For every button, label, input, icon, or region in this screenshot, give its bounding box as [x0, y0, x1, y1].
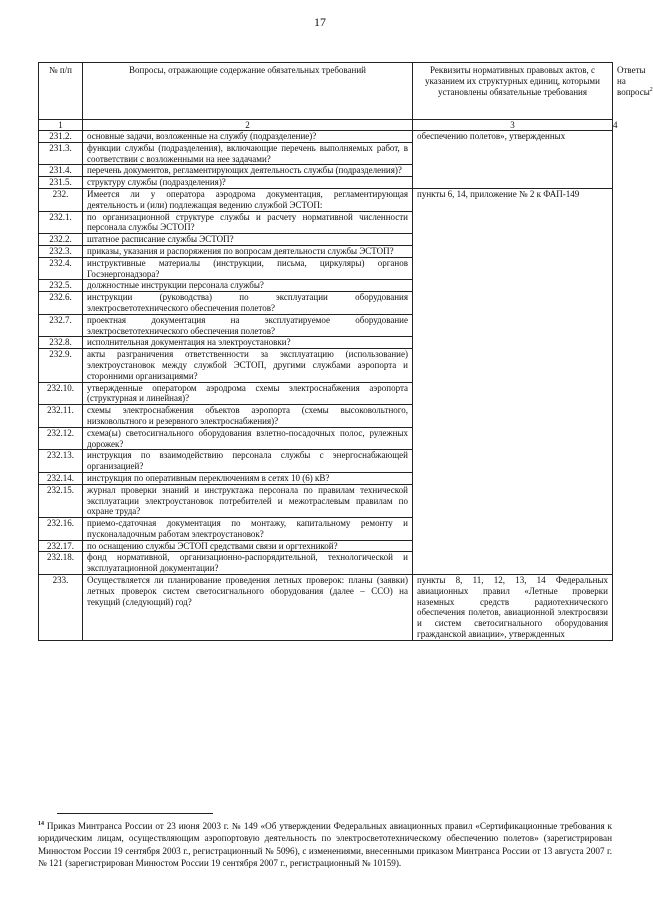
row-number: 232.12.: [39, 427, 83, 450]
row-question: инструктивные материалы (инструкции, письма, циркуляры) органов Госэнергонадзора?: [83, 257, 413, 280]
row-requisites: [413, 575, 613, 641]
row-number: 232.: [39, 188, 83, 211]
requirements-table: [38, 62, 653, 641]
header-answers-sup: 2: [649, 87, 653, 93]
row-number: 232.6.: [39, 292, 83, 315]
row-question: акты разграничения ответственности за эксплуатацию (использование) электроустановок между службой ЭСТОП, другими службами аэропорта и сторонними организациями?: [83, 349, 413, 382]
row-number: 232.15.: [39, 484, 83, 517]
row-question: исполнительная документация на электроустановки?: [83, 337, 413, 349]
table-row: [39, 575, 613, 641]
page-number: 17: [314, 15, 326, 29]
row-requisites: [413, 188, 613, 574]
row-number: 232.11.: [39, 405, 83, 428]
row-question: инструкция по оперативным переключениям в сетях 10 (6) кВ?: [83, 472, 413, 484]
row-question: Осуществляется ли планирование проведения летных проверок: планы (заявки) летных проверок систем светосигнального оборудования (далее – ССО) на текущий (следующий) год?: [83, 575, 413, 641]
row-number: 232.10.: [39, 382, 83, 405]
row-question: журнал проверки знаний и инструктажа персонала по правилам технической эксплуатации электроустановок потребителей и межотраслевым правилам по охране труда?: [83, 484, 413, 517]
footnote: [38, 820, 612, 869]
table-body: [39, 131, 613, 641]
row-question: должностные инструкции персонала службы?: [83, 280, 413, 292]
row-question: инструкция по взаимодействию персонала службы с энергоснабжающей организацией?: [83, 450, 413, 473]
row-requisites: [413, 131, 613, 189]
row-question: утвержденные оператором аэродрома схемы электроснабжения аэропорта (структурная и линейная)?: [83, 382, 413, 405]
column-number: 2: [83, 120, 413, 131]
row-question: фонд нормативной, организационно-распорядительной, технологической и эксплуатационной документации?: [83, 552, 413, 575]
row-question: Имеется ли у оператора аэродрома документация, регламентирующая деятельность и (или) подлежащая ведению службой ЭСТОП:: [83, 188, 413, 211]
row-question: штатное расписание службы ЭСТОП?: [83, 234, 413, 246]
header-requisites: Реквизиты нормативных правовых актов, с указанием их структурных единиц, которыми установлены обязательные требования: [413, 63, 613, 120]
row-number: 233.: [39, 575, 83, 641]
requisites-text: пункты 8, 11, 12, 13, 14 Федеральных авиационных правил «Летные проверки наземных средств радиотехнического обеспечения полетов, авиационной электросвязи и систем светосигнального оборудования гражданской авиации», утвержденных: [417, 575, 608, 640]
row-number: 232.3.: [39, 245, 83, 257]
row-number: 232.17.: [39, 540, 83, 552]
footnote-divider: [57, 813, 213, 814]
footnote-text: Приказ Минтранса России от 23 июня 2003 г. № 149 «Об утверждении Федеральных авиационных правил «Сертификационные требования к юридическим лицам, осуществляющим аэропортовую деятельность по электросветотехническому обеспечению полетов» (зарегистрирован Минюстом России 19 сентября 2003 г., регистрационный № 5096), с изменениями, внесенными приказом Минтранса России от 13 августа 2007 г. № 121 (зарегистрирован Минюстом России 19 сентября 2007 г., регистрационный № 10159).: [38, 821, 612, 868]
row-question: инструкции (руководства) по эксплуатации оборудования электросветотехнического обеспечения полетов?: [83, 292, 413, 315]
row-question: приказы, указания и распоряжения по вопросам деятельности службы ЭСТОП?: [83, 245, 413, 257]
row-question: схема(ы) светосигнального оборудования взлетно-посадочных полос, рулежных дорожек?: [83, 427, 413, 450]
row-number: 232.7.: [39, 314, 83, 337]
row-number: 232.14.: [39, 472, 83, 484]
column-numbers-row: 1 2 3 4: [39, 120, 613, 131]
row-question: схемы электроснабжения объектов аэропорта (схемы высоковольтного, низковольтного и резервного электроснабжения)?: [83, 405, 413, 428]
column-number: 1: [39, 120, 83, 131]
header-num: № п/п: [39, 63, 83, 120]
row-number: 231.2.: [39, 131, 83, 143]
table-row: [39, 131, 613, 143]
row-question: основные задачи, возложенные на службу (подразделение)?: [83, 131, 413, 143]
row-number: 232.5.: [39, 280, 83, 292]
row-question: по организационной структуре службы и расчету нормативной численности персонала службы ЭСТОП?: [83, 211, 413, 234]
footnote-mark: 14: [38, 820, 44, 827]
row-number: 232.8.: [39, 337, 83, 349]
row-question: функции службы (подразделения), включающие перечень выполняемых работ, в соответствии с возложенными на нее задачами?: [83, 142, 413, 165]
row-question: по оснащению службы ЭСТОП средствами связи и оргтехникой?: [83, 540, 413, 552]
row-number: 232.1.: [39, 211, 83, 234]
row-number: 232.18.: [39, 552, 83, 575]
row-question: структуру службы (подразделения)?: [83, 177, 413, 189]
header-questions: Вопросы, отражающие содержание обязательных требований: [83, 63, 413, 120]
row-number: 232.4.: [39, 257, 83, 280]
row-number: 231.3.: [39, 142, 83, 165]
row-number: 232.9.: [39, 349, 83, 382]
requisites-text: обеспечению полетов», утвержденных: [417, 131, 566, 141]
row-question: приемо-сдаточная документация по монтажу, капитальному ремонту и пусконаладочным работам электроустановок?: [83, 518, 413, 541]
row-number: 232.16.: [39, 518, 83, 541]
column-number: 3: [413, 120, 613, 131]
header-answers-text: Ответы на вопросы: [617, 65, 650, 97]
row-number: 231.4.: [39, 165, 83, 177]
requisites-text: пункты 6, 14, приложение № 2 к ФАП-149: [417, 188, 580, 199]
row-question: перечень документов, регламентирующих деятельность службы (подразделения)?: [83, 165, 413, 177]
table-row: [39, 188, 613, 211]
row-number: 231.5.: [39, 177, 83, 189]
row-question: проектная документация на эксплуатируемое оборудование электросветотехнического обеспечения полетов?: [83, 314, 413, 337]
row-number: 232.2.: [39, 234, 83, 246]
table-header-row: [39, 63, 613, 120]
row-number: 232.13.: [39, 450, 83, 473]
